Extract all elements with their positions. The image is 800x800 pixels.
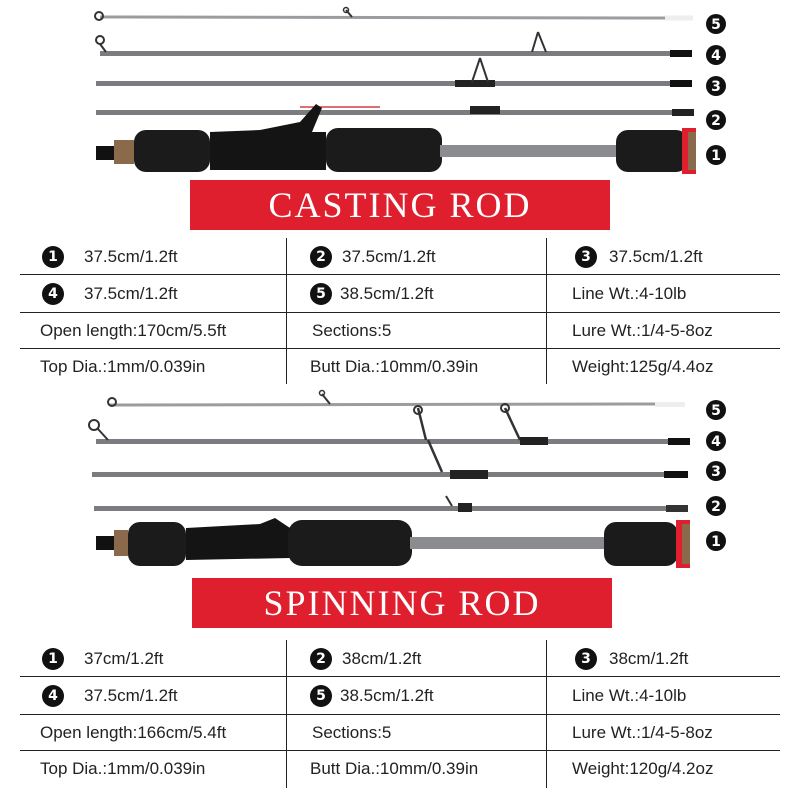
spinning-spec-value: Sections:5 xyxy=(312,723,392,742)
section-number-3-icon: 3 xyxy=(575,246,597,268)
casting-spec-row xyxy=(20,240,780,274)
casting-spec-value: 37.5cm/1.2ft xyxy=(342,247,436,266)
casting-spec-cell xyxy=(310,277,434,311)
spinning-spec-value: 38cm/1.2ft xyxy=(342,649,422,668)
spinning-rod-title: SPINNING ROD xyxy=(263,583,541,623)
spinning-spec-cell xyxy=(40,752,205,786)
casting-spec-cell xyxy=(40,314,226,348)
spinning-spec-value: 37.5cm/1.2ft xyxy=(84,686,178,705)
casting-spec-cell xyxy=(42,240,178,274)
casting-spec-cell xyxy=(310,240,436,274)
casting-spec-value: Sections:5 xyxy=(312,321,392,340)
casting-spec-cell xyxy=(572,314,713,348)
casting-label-5: 5 xyxy=(711,17,721,33)
casting-label-1: 1 xyxy=(711,148,721,164)
spinning-section-3 xyxy=(92,440,688,479)
casting-label-3: 3 xyxy=(711,79,721,95)
section-number-5-icon: 5 xyxy=(310,685,332,707)
casting-rod-banner xyxy=(190,180,610,230)
casting-spec-value: Butt Dia.:10mm/0.39in xyxy=(310,357,479,376)
spinning-label-5: 5 xyxy=(711,403,721,419)
spinning-label-4: 4 xyxy=(711,434,721,450)
spinning-spec-cell xyxy=(572,716,713,750)
spinning-section-2 xyxy=(94,496,688,512)
casting-section-5 xyxy=(95,8,693,21)
spinning-spec-row xyxy=(20,716,780,750)
spinning-specs-table xyxy=(20,640,780,788)
casting-label-4: 4 xyxy=(711,48,721,64)
casting-rod-title: CASTING ROD xyxy=(268,185,532,225)
casting-spec-cell xyxy=(572,350,713,384)
spinning-spec-cell xyxy=(42,679,178,713)
casting-spec-cell xyxy=(42,277,178,311)
casting-section-labels xyxy=(706,14,726,165)
section-number-3-icon: 3 xyxy=(575,648,597,670)
casting-spec-row xyxy=(20,314,780,348)
spinning-spec-row xyxy=(20,752,780,786)
casting-spec-row xyxy=(20,350,780,384)
spinning-spec-value: 38cm/1.2ft xyxy=(609,649,689,668)
section-number-1-icon: 1 xyxy=(42,246,64,268)
spinning-rod-banner xyxy=(192,578,612,628)
section-number-2-icon: 2 xyxy=(310,648,332,670)
casting-spec-row xyxy=(20,277,780,311)
spinning-spec-value: Weight:120g/4.2oz xyxy=(572,759,714,778)
casting-label-2: 2 xyxy=(711,113,721,129)
spinning-section-1 xyxy=(96,518,690,568)
section-number-5-icon: 5 xyxy=(310,283,332,305)
casting-spec-value: Lure Wt.:1/4-5-8oz xyxy=(572,321,713,340)
section-number-2-icon: 2 xyxy=(310,246,332,268)
casting-spec-value: Open length:170cm/5.5ft xyxy=(40,321,227,340)
spinning-spec-value: Open length:166cm/5.4ft xyxy=(40,723,227,742)
spinning-spec-cell xyxy=(575,642,688,676)
casting-spec-value: 37.5cm/1.2ft xyxy=(609,247,703,266)
casting-spec-cell xyxy=(312,314,391,348)
spinning-spec-cell xyxy=(310,752,478,786)
spinning-spec-value: Lure Wt.:1/4-5-8oz xyxy=(572,723,713,742)
casting-spec-value: Weight:125g/4.4oz xyxy=(572,357,714,376)
spinning-spec-value: 38.5cm/1.2ft xyxy=(340,686,434,705)
spinning-spec-value: Top Dia.:1mm/0.039in xyxy=(40,759,206,778)
spinning-spec-value: Butt Dia.:10mm/0.39in xyxy=(310,759,479,778)
spinning-spec-cell xyxy=(572,752,713,786)
casting-spec-value: Top Dia.:1mm/0.039in xyxy=(40,357,206,376)
spinning-spec-cell xyxy=(40,716,226,750)
spinning-rod-illustration xyxy=(0,388,800,578)
spinning-spec-cell xyxy=(310,642,421,676)
spinning-spec-cell xyxy=(310,679,434,713)
casting-section-2 xyxy=(96,106,694,116)
spinning-label-2: 2 xyxy=(711,499,721,515)
spinning-spec-value: 37cm/1.2ft xyxy=(84,649,164,668)
spinning-label-1: 1 xyxy=(711,534,721,550)
section-number-4-icon: 4 xyxy=(42,283,64,305)
casting-spec-value: 37.5cm/1.2ft xyxy=(84,284,178,303)
casting-spec-value: Line Wt.:4-10lb xyxy=(572,284,687,303)
spinning-spec-row xyxy=(20,642,780,676)
spinning-label-3: 3 xyxy=(711,464,721,480)
spinning-spec-cell xyxy=(42,642,163,676)
spinning-spec-cell xyxy=(572,679,686,713)
section-number-4-icon: 4 xyxy=(42,685,64,707)
casting-spec-cell xyxy=(40,350,205,384)
casting-spec-cell xyxy=(575,240,703,274)
spinning-section-labels xyxy=(706,400,726,551)
casting-spec-value: 38.5cm/1.2ft xyxy=(340,284,434,303)
spinning-section-4 xyxy=(89,404,690,445)
section-number-1-icon: 1 xyxy=(42,648,64,670)
casting-specs-table xyxy=(20,238,780,384)
spinning-spec-row xyxy=(20,679,780,713)
casting-spec-cell xyxy=(572,277,686,311)
casting-section-4 xyxy=(96,32,692,57)
casting-spec-cell xyxy=(310,350,478,384)
casting-rod-illustration xyxy=(0,0,800,180)
spinning-section-5 xyxy=(108,391,685,408)
casting-section-3 xyxy=(96,58,692,87)
spinning-spec-value: Line Wt.:4-10lb xyxy=(572,686,687,705)
casting-spec-value: 37.5cm/1.2ft xyxy=(84,247,178,266)
spinning-spec-cell xyxy=(312,716,391,750)
